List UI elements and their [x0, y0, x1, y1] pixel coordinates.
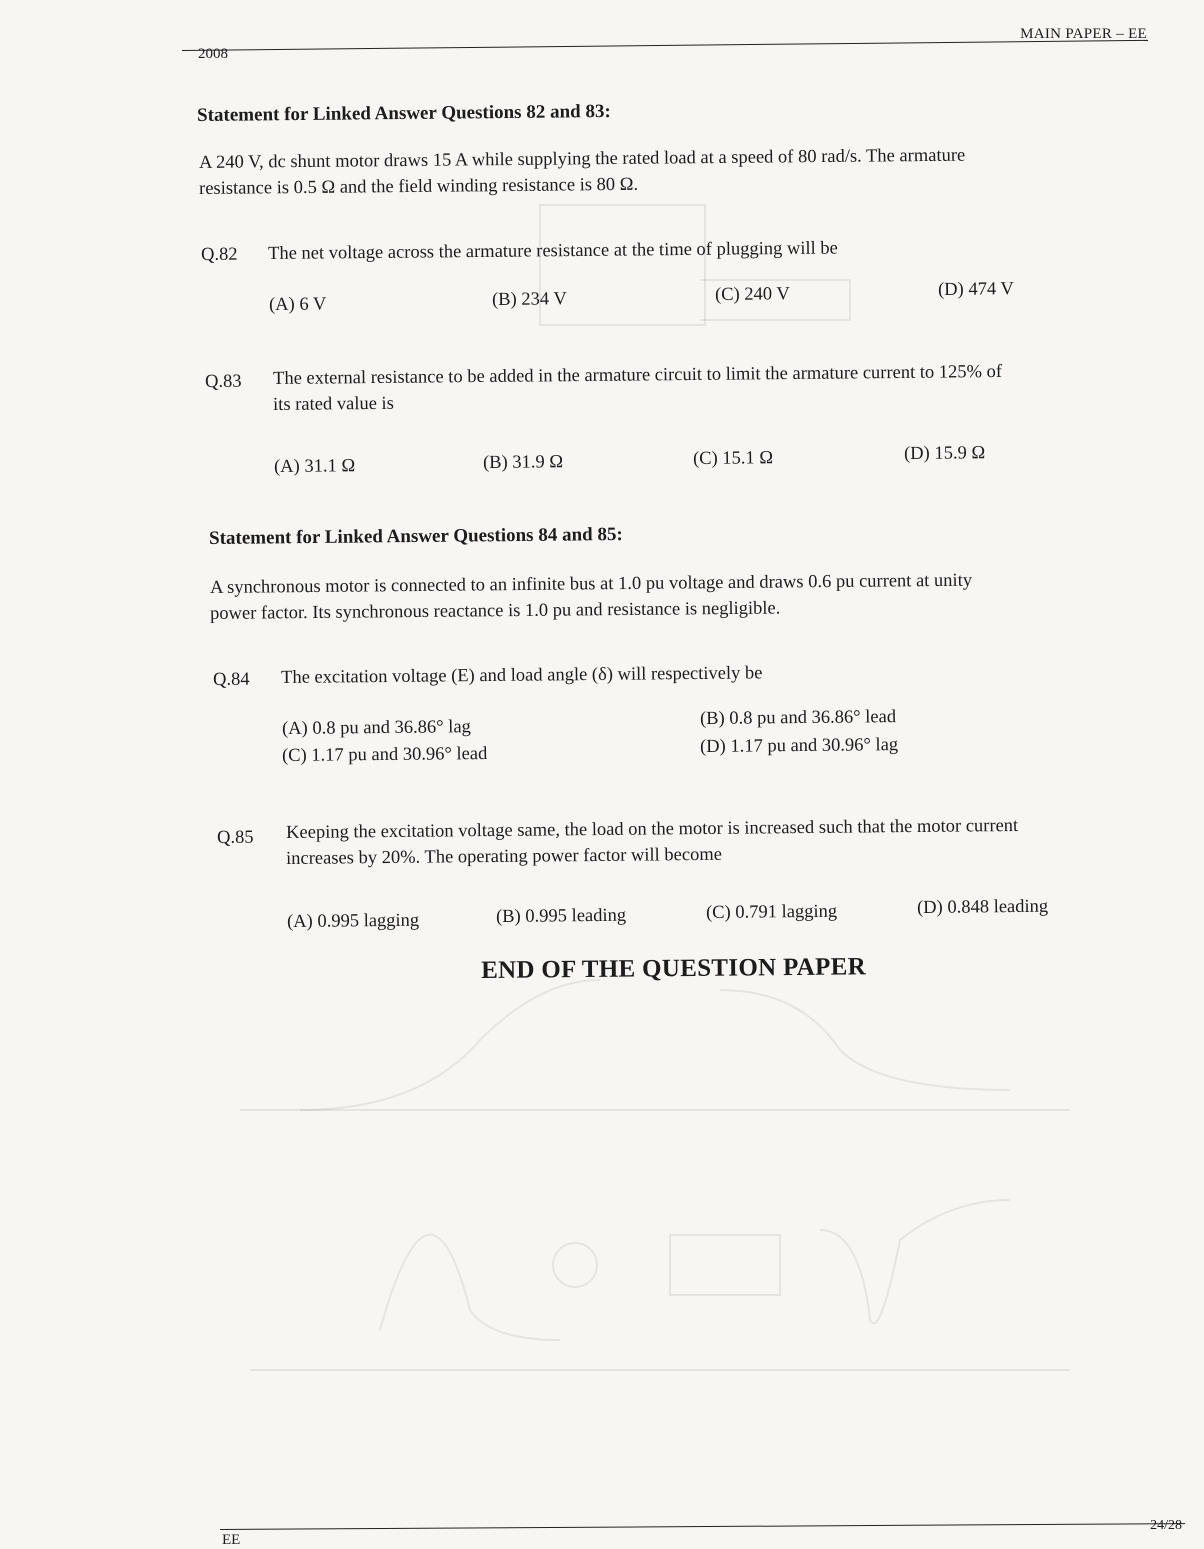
statement-84-85-heading: Statement for Linked Answer Questions 84 and 85: — [209, 524, 623, 549]
statement-84-85-line1: A synchronous motor is connected to an infinite bus at 1.0 pu voltage and draws 0.6 pu current at unity — [210, 570, 973, 598]
statement-82-83-heading: Statement for Linked Answer Questions 82 and 83: — [197, 101, 611, 126]
q82-number: Q.82 — [201, 244, 238, 265]
q84-text: The excitation voltage (E) and load angle (δ) will respectively be — [281, 663, 763, 688]
q85-option-d: (D) 0.848 leading — [917, 896, 1049, 918]
statement-82-83-line2: resistance is 0.5 Ω and the field winding resistance is 80 Ω. — [199, 174, 639, 199]
q82-option-d: (D) 474 V — [938, 279, 1014, 300]
end-of-paper-heading: END OF THE QUESTION PAPER — [481, 953, 867, 984]
q84-number: Q.84 — [213, 669, 250, 690]
q84-option-c: (C) 1.17 pu and 30.96° lead — [282, 744, 488, 766]
q83-option-c: (C) 15.1 Ω — [693, 448, 774, 469]
statement-82-83-line1: A 240 V, dc shunt motor draws 15 A while supplying the rated load at a speed of 80 rad/s. The armature — [199, 145, 966, 173]
q85-line2: increases by 20%. The operating power factor will become — [286, 844, 722, 869]
q82-option-a: (A) 6 V — [269, 294, 327, 315]
footer-subject-code: EE — [222, 1532, 241, 1548]
header-title: MAIN PAPER – EE — [1020, 26, 1147, 42]
header-year: 2008 — [198, 46, 228, 62]
q83-line1: The external resistance to be added in the armature circuit to limit the armature current to 125% of — [273, 362, 1003, 389]
q83-line2: its rated value is — [273, 393, 394, 415]
statement-84-85-line2: power factor. Its synchronous reactance is 1.0 pu and resistance is negligible. — [210, 598, 781, 624]
q84-option-a: (A) 0.8 pu and 36.86° lag — [282, 717, 471, 739]
q85-option-b: (B) 0.995 leading — [496, 905, 627, 927]
q84-option-b: (B) 0.8 pu and 36.86° lead — [700, 707, 897, 729]
q82-text: The net voltage across the armature resistance at the time of plugging will be — [268, 238, 838, 264]
q83-option-b: (B) 31.9 Ω — [483, 452, 564, 473]
q83-number: Q.83 — [205, 371, 242, 392]
q83-option-a: (A) 31.1 Ω — [274, 456, 356, 477]
q85-line1: Keeping the excitation voltage same, the load on the motor is increased such that the motor current — [286, 815, 1019, 843]
q85-number: Q.85 — [217, 827, 254, 848]
q85-option-a: (A) 0.995 lagging — [287, 910, 420, 932]
footer-page-number: 24/28 — [1150, 1518, 1182, 1533]
q85-option-c: (C) 0.791 lagging — [706, 901, 838, 923]
q84-option-d: (D) 1.17 pu and 30.96° lag — [700, 735, 899, 757]
q82-option-c: (C) 240 V — [715, 284, 790, 305]
q83-option-d: (D) 15.9 Ω — [904, 443, 986, 464]
q82-option-b: (B) 234 V — [492, 289, 567, 310]
